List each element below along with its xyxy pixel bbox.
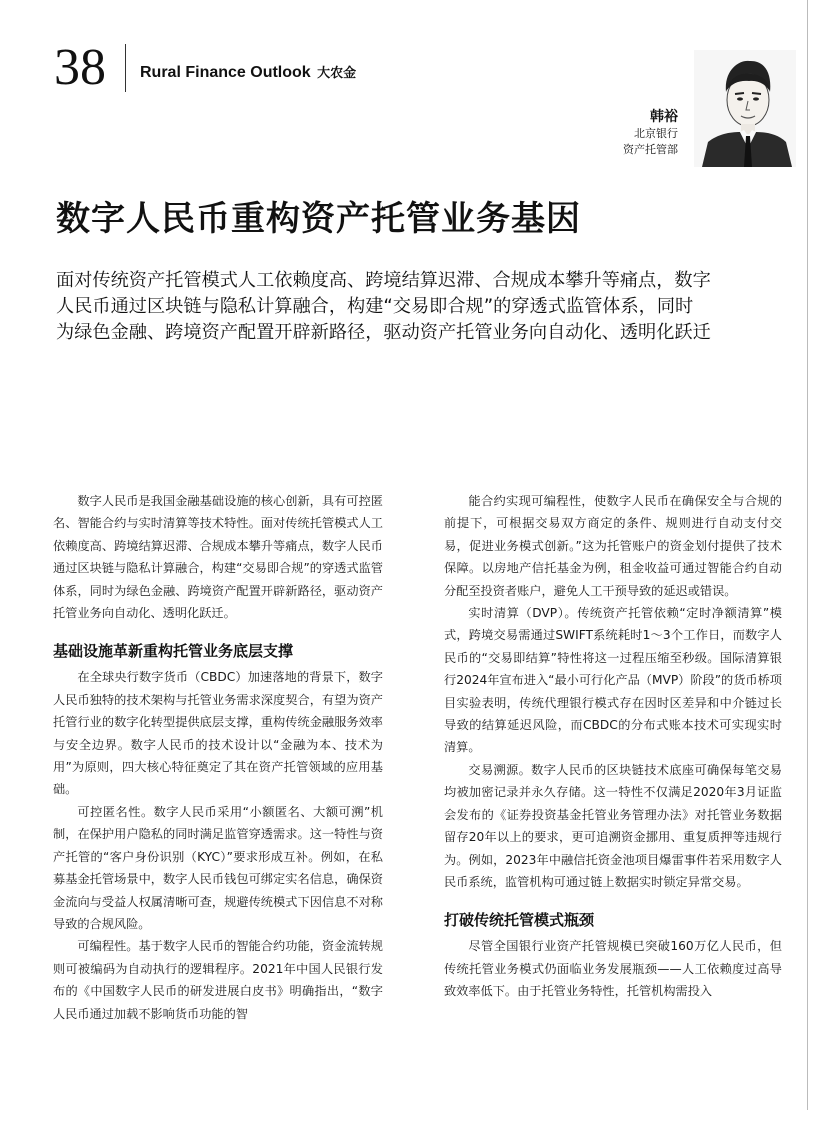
body-paragraph: 交易溯源。数字人民币的区块链技术底座可确保每笔交易均被加密记录并永久存储。这一特性不仅满足2020年3月证监会发布的《证券投资基金托管业务管理办法》对托管业务数据留存20年以上的要求，更可追溯资金挪用、重复质押等违规行为。例如，2023年中融信托资金池项目爆雷事件若采用数字人民币系统，监管机构可通过链上数据实时锁定异常交易。 [444,762,782,889]
lead-line: 面对传统资产托管模式人工依赖度高、跨境结算迟滞、合规成本攀升等痛点，数字 [56,270,711,291]
author-portrait [694,50,796,167]
magazine-title-cn: 大农金 [317,65,357,80]
author-org-line: 北京银行 [634,127,678,140]
page-number: 38 [54,39,106,96]
article-title: 数字人民币重构资产托管业务基因 [56,199,581,239]
magazine-title [140,62,356,82]
author-affiliation [623,126,678,158]
intro-paragraph: 数字人民币是我国金融基础设施的核心创新，具有可控匿名、智能合约与实时清算等技术特性。面对传统托管模式人工依赖度高、跨境结算迟滞、合规成本攀升等痛点，数字人民币通过区块链与隐私计算融合，构建“交易即合规”的穿透式监管体系，同时为绿色金融、跨境资产配置开辟新路径，驱动资产托管业务向自动化、透明化跃迁。 [53,494,383,621]
body-paragraph: 尽管全国银行业资产托管规模已突破160万亿人民币，但传统托管业务模式仍面临业务发展瓶颈——人工依赖度过高导致效率低下。由于托管业务特性，托管机构需投入 [444,939,782,999]
body-column-left [53,490,383,1025]
body-paragraph: 可控匿名性。数字人民币采用“小额匿名、大额可溯”机制，在保护用户隐私的同时满足监管穿透需求。这一特性与资产托管的“客户身份识别（KYC）”要求形成互补。例如，在私募基金托管场景中，数字人民币钱包可绑定实名信息，确保资金流向与受益人权属清晰可查，规避传统模式下因信息不对称导致的合规风险。 [53,804,383,931]
lead-line: 人民币通过区块链与隐私计算融合，构建“交易即合规”的穿透式监管体系，同时 [56,296,694,317]
section-heading: 基础设施革新重构托管业务底层支撑 [53,642,294,661]
lead-line: 为绿色金融、跨境资产配置开辟新路径，驱动资产托管业务向自动化、透明化跃迁 [56,322,711,343]
section-heading: 打破传统托管模式瓶颈 [444,911,595,930]
magazine-title-en: Rural Finance Outlook [140,64,311,81]
page-edge-line [807,0,808,1110]
body-paragraph: 可编程性。基于数字人民币的智能合约功能，资金流转规则可被编码为自动执行的逻辑程序。2021年中国人民银行发布的《中国数字人民币的研发进展白皮书》明确指出，“数字人民币通过加载不影响货币功能的智 [53,939,383,1021]
author-dept-line: 资产托管部 [623,143,678,156]
body-paragraph: 在全球央行数字货币（CBDC）加速落地的背景下，数字人民币独特的技术架构与托管业务需求深度契合，有望为资产托管行业的数字化转型提供底层支撑，重构传统金融服务效率与安全边界。数字人民币的技术设计以“金融为本、技术为用”为原则，四大核心特征奠定了其在资产托管领域的应用基础。 [53,670,383,797]
body-column-right [444,490,782,1003]
body-paragraph: 能合约实现可编程性，使数字人民币在确保安全与合规的前提下，可根据交易双方商定的条件、规则进行自动支付交易，促进业务模式创新。”这为托管账户的资金划付提供了技术保障。以房地产信托基金为例，租金收益可通过智能合约自动分配至投资者账户，避免人工干预导致的延迟或错误。 [444,494,782,598]
article-lead [56,268,804,346]
body-paragraph: 实时清算（DVP）。传统资产托管依赖“定时净额清算”模式，跨境交易需通过SWIFT系统耗时1～3个工作日，而数字人民币的“交易即结算”特性将这一过程压缩至秒级。国际清算银行2024年宣布进入“最小可行化产品（MVP）阶段”的货币桥项目实验表明，传统代理银行模式存在因时区差异和中介链过长导致的结算延迟风险，而CBDC的分布式账本技术可实现实时清算。 [444,606,782,755]
header-divider [125,44,126,92]
author-name: 韩裕 [650,109,678,125]
portrait-sketch [694,50,796,167]
